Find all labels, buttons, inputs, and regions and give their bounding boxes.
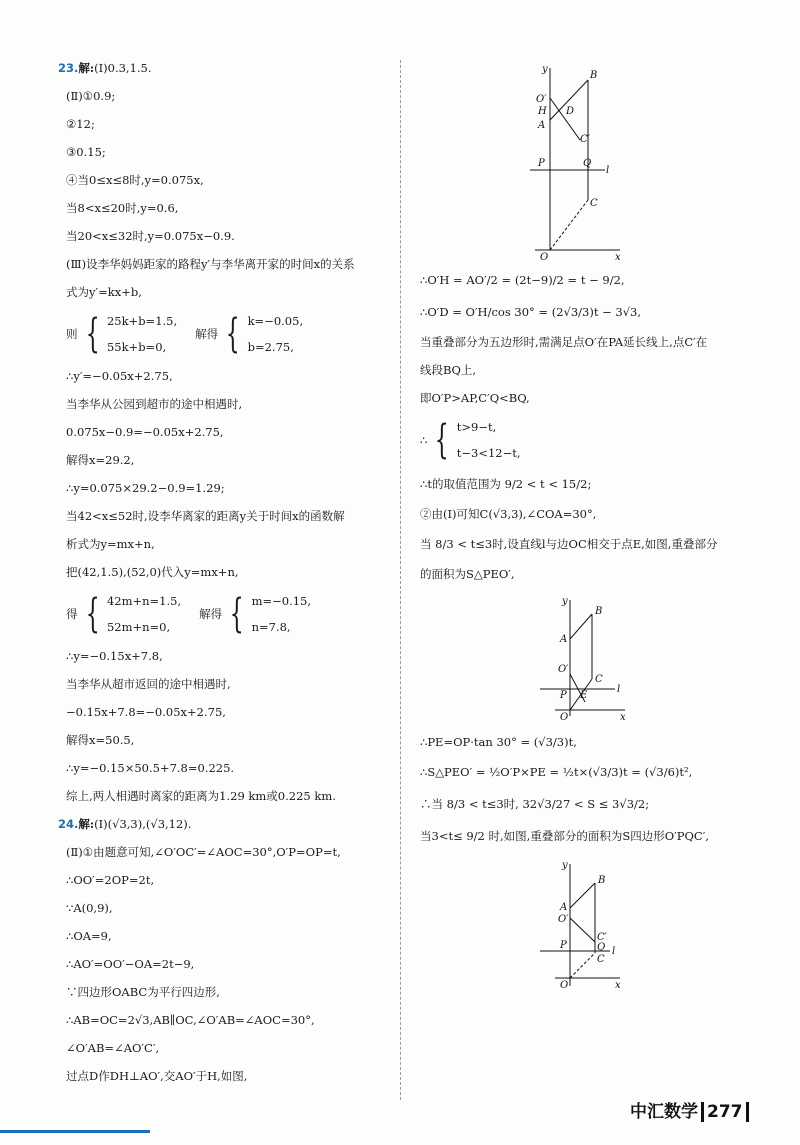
q23-line-5: ④当0≤x≤8时,y=0.075x,	[66, 173, 204, 187]
q23-line-12: 0.075x−0.9=−0.05x+2.75,	[66, 425, 224, 439]
right-line-9: 的面积为S△PEO′,	[420, 567, 515, 581]
q23-line-13: 解得x=29.2,	[66, 453, 135, 467]
q23-line-2: (Ⅱ)①0.9;	[66, 89, 116, 103]
label-c: C	[595, 674, 603, 685]
page-footer	[630, 1097, 749, 1122]
q24-line-10: 过点D作DH⊥AO′,交AO′于H,如图,	[66, 1069, 248, 1083]
q24-line-9: ∠O′AB=∠AO′C′,	[66, 1041, 160, 1055]
question-number: 24.	[58, 817, 79, 831]
label-b: B	[598, 875, 606, 886]
brace: {	[229, 591, 244, 637]
q24-line-1	[58, 816, 396, 832]
label-b: B	[590, 70, 598, 81]
q23-line-19: 当李华从超市返回的途中相遇时,	[66, 677, 231, 691]
segment-ab	[570, 614, 592, 639]
column-divider	[400, 60, 401, 1100]
equation-system-2	[58, 592, 396, 636]
label-b: B	[595, 606, 603, 617]
q24-line-4: ∵A(0,9),	[66, 901, 113, 915]
right-line-10: ∴PE=OP·tan 30° = (√3/3)t,	[420, 735, 577, 749]
book-title: 中汇数学	[630, 1102, 698, 1122]
sys-row: t>9−t,	[456, 420, 497, 434]
label-o-prime: O′	[558, 914, 569, 925]
segment-oc	[570, 953, 595, 978]
equation-system-1	[58, 312, 396, 356]
label-o-prime: O′	[558, 664, 569, 675]
q23-line-7: 当20<x≤32时,y=0.075x−0.9.	[66, 229, 235, 243]
sys-row: b=2.75,	[247, 340, 294, 354]
label-d: D	[566, 106, 575, 117]
label-y: y	[542, 64, 548, 75]
right-line-3: 当重叠部分为五边形时,需满足点O′在PA延长线上,点C′在	[420, 335, 708, 349]
right-line-13: 当3<t≤ 9/2 时,如图,重叠部分的面积为S四边形O′PQC′,	[420, 829, 709, 843]
q24-line-6: ∴AO′=OO′−OA=2t−9,	[66, 957, 195, 971]
label-l: l	[612, 946, 616, 957]
label-a: A	[560, 902, 568, 913]
sys-rows	[457, 420, 521, 460]
q24-line-7: ∵四边形OABC为平行四边形,	[66, 985, 220, 999]
label-o-prime: O′	[536, 94, 547, 105]
q23-line-6: 当8<x≤20时,y=0.6,	[66, 201, 179, 215]
sys-rows	[252, 594, 311, 634]
q23-line-8: (Ⅲ)设李华妈妈距家的路程y′与李华离开家的时间x的关系	[66, 257, 355, 271]
text: (Ⅰ)0.3,1.5.	[94, 61, 152, 75]
q23-line-20: −0.15x+7.8=−0.05x+2.75,	[66, 705, 226, 719]
q23-line-23: 综上,两人相遇时离家的距离为1.29 km或0.225 km.	[66, 789, 336, 803]
segment-o-prime-c-prime	[570, 918, 595, 942]
right-column	[420, 60, 760, 1003]
segment-oc	[550, 200, 588, 250]
q23-line-9: 式为y′=kx+b,	[66, 285, 142, 299]
sys-row: t−3<12−t,	[456, 446, 521, 460]
sys-row: 25k+b=1.5,	[106, 314, 178, 328]
label-x: x	[620, 712, 626, 723]
label-e: E	[580, 690, 588, 701]
right-line-7: ②由(Ⅰ)可知C(√3,3),∠COA=30°,	[420, 507, 597, 521]
solution-label: 解:	[78, 61, 95, 75]
q23-line-22: ∴y=−0.15×50.5+7.8=0.225.	[66, 761, 235, 775]
page-number: 277	[701, 1102, 749, 1122]
brace: {	[435, 417, 450, 463]
figure-3	[420, 858, 760, 993]
q23-line-3: ②12;	[66, 117, 95, 131]
brace: {	[85, 311, 100, 357]
right-line-5: 即O′P>AP,C′Q<BQ,	[420, 391, 530, 405]
q23-line-21: 解得x=50.5,	[66, 733, 135, 747]
right-line-4: 线段BQ上,	[420, 363, 477, 377]
label-x: x	[615, 252, 621, 260]
label-o: O	[540, 252, 549, 260]
right-line-11: ∴S△PEO′ = ½O′P×PE = ½t×(√3/3)t = (√3/6)t²,	[420, 765, 693, 779]
q23-line-4: ③0.15;	[66, 145, 106, 159]
label-y: y	[562, 596, 568, 607]
brace: {	[225, 311, 240, 357]
label-l: l	[617, 684, 621, 695]
label-x: x	[615, 980, 621, 991]
brace: {	[85, 591, 100, 637]
q23-line-1	[58, 60, 396, 76]
label-l: l	[606, 165, 610, 176]
right-line-2: ∴O′D = O′H/cos 30° = (2√3/3)t − 3√3,	[420, 305, 642, 319]
right-line-8: 当 8/3 < t≤3时,设直线l与边OC相交于点E,如图,重叠部分	[420, 537, 718, 551]
left-column	[58, 60, 396, 1096]
figure-1	[420, 60, 760, 260]
label-p: P	[538, 158, 545, 169]
figure-2	[420, 594, 760, 724]
equation-system-3	[420, 418, 760, 462]
label-a: A	[560, 634, 568, 645]
label-y: y	[562, 860, 568, 871]
q24-line-5: ∴OA=9,	[66, 929, 112, 943]
sys-prefix: 得	[66, 607, 78, 621]
q23-line-18: ∴y=−0.15x+7.8,	[66, 649, 163, 663]
sys-row: m=−0.15,	[251, 594, 312, 608]
label-o: O	[560, 980, 569, 991]
solution-label: 解:	[78, 817, 95, 831]
sys-rows	[107, 314, 177, 354]
label-p: P	[560, 940, 567, 951]
question-number: 23.	[58, 61, 79, 75]
label-c-prime: C′	[580, 134, 590, 145]
q23-line-17: 把(42,1.5),(52,0)代入y=mx+n,	[66, 565, 239, 579]
sys-row: k=−0.05,	[247, 314, 304, 328]
sys-prefix: ∴	[420, 433, 428, 447]
label-q: Q	[597, 942, 606, 953]
label-c: C	[590, 198, 598, 209]
sys-prefix: 则	[66, 327, 78, 341]
q23-line-10: ∴y′=−0.05x+2.75,	[66, 369, 173, 383]
q23-line-16: 析式为y=mx+n,	[66, 537, 155, 551]
label-c-prime: C′	[597, 932, 607, 943]
bottom-rule	[0, 1130, 150, 1133]
q23-line-11: 当李华从公园到超市的途中相遇时,	[66, 397, 243, 411]
segment-ab	[570, 883, 595, 908]
right-line-6: ∴t的取值范围为 9/2 < t < 15/2;	[420, 477, 592, 491]
label-p: P	[560, 690, 567, 701]
sys-row: 42m+n=1.5,	[106, 594, 182, 608]
q24-line-8: ∴AB=OC=2√3,AB∥OC,∠O′AB=∠AOC=30°,	[66, 1013, 315, 1027]
sys-row: n=7.8,	[251, 620, 291, 634]
right-line-1: ∴O′H = AO′/2 = (2t−9)/2 = t − 9/2,	[420, 273, 625, 287]
right-line-12: ∴当 8/3 < t≤3时, 32√3/27 < S ≤ 3√3/2;	[420, 797, 650, 811]
q24-line-3: ∴OO′=2OP=2t,	[66, 873, 155, 887]
label-q: Q	[583, 158, 592, 169]
sys-rows	[107, 594, 181, 634]
label-a: A	[538, 120, 546, 131]
text: (Ⅰ)(√3,3),(√3,12).	[94, 817, 192, 831]
q24-line-2: (Ⅱ)①由题意可知,∠O′OC′=∠AOC=30°,O′P=OP=t,	[66, 845, 341, 859]
label-h: H	[538, 106, 547, 117]
sys-row: 52m+n=0,	[106, 620, 171, 634]
sys-mid: 解得	[195, 327, 219, 341]
label-o: O	[560, 712, 569, 723]
sys-row: 55k+b=0,	[106, 340, 167, 354]
sys-rows	[248, 314, 304, 354]
sys-mid: 解得	[199, 607, 223, 621]
q23-line-15: 当42<x≤52时,设李华离家的距离y关于时间x的函数解	[66, 509, 345, 523]
label-c: C	[597, 954, 605, 965]
q23-line-14: ∴y=0.075×29.2−0.9=1.29;	[66, 481, 225, 495]
